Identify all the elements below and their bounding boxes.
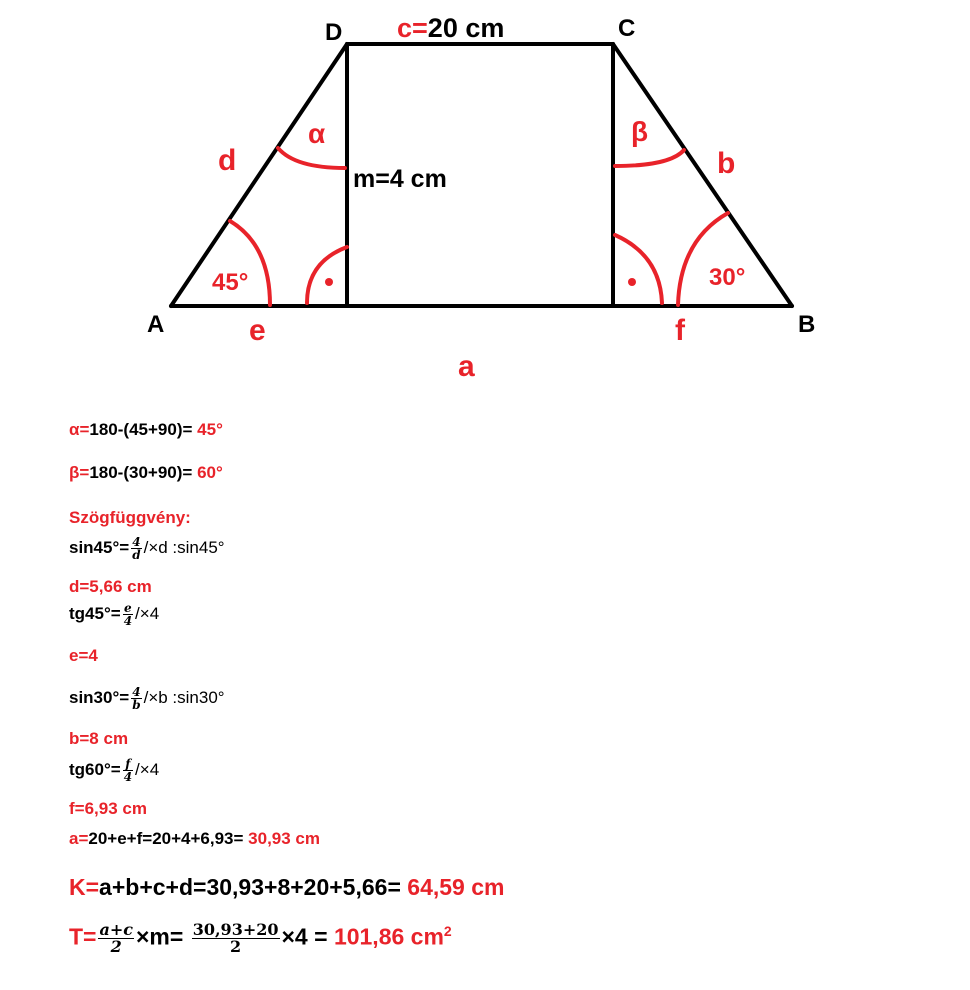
vertex-C: C bbox=[618, 15, 636, 42]
top-side-label: c=20 cm bbox=[397, 13, 505, 43]
d-result: d=5,66 cm bbox=[69, 577, 152, 596]
sin30-equation: sin30°= $\frac{4}{b}$ /×b :sin30° bbox=[69, 685, 225, 712]
b-result: b=8 cm bbox=[69, 729, 129, 748]
fraction-4-over-d: $\frac{4}{d}$ bbox=[132, 535, 141, 562]
side-b-label: b bbox=[717, 147, 736, 180]
fraction-4-over-b: $\frac{4}{b}$ bbox=[132, 685, 141, 712]
segment-f-label: f bbox=[675, 314, 685, 347]
height-label: m=4 cm bbox=[353, 165, 447, 193]
a-calc: a=20+e+f=20+4+6,93= 30,93 cm bbox=[69, 829, 321, 848]
angle-B-label: 30° bbox=[709, 264, 746, 291]
angle-alpha-label: α bbox=[308, 118, 326, 149]
side-d-label: d bbox=[218, 144, 237, 177]
vertex-D: D bbox=[325, 19, 343, 46]
perimeter-calc: K=a+b+c+d=30,93+8+20+5,66= 64,59 cm bbox=[69, 874, 505, 900]
vertex-A: A bbox=[147, 311, 165, 338]
arc-angle-B bbox=[678, 213, 728, 305]
fraction-a-plus-c-over-2: $\frac{a+c}{2}$ bbox=[99, 920, 133, 956]
side-b-right bbox=[613, 44, 792, 306]
tg60-equation: tg60°= $\frac{f}{4}$ /×4 bbox=[69, 757, 160, 784]
vertex-B: B bbox=[798, 311, 816, 338]
trapezoid-diagram bbox=[0, 0, 970, 400]
trig-heading: Szögfüggvény: bbox=[69, 508, 191, 527]
right-angle-dot-right bbox=[628, 278, 636, 286]
fraction-f-over-4: $\frac{f}{4}$ bbox=[123, 757, 133, 784]
area-calc: T= $\frac{a+c}{2}$ ×m= $\frac{30,93+20}{2}$ ×4 = 101,86 $cm^2$ bbox=[69, 920, 452, 956]
segment-e-label: e bbox=[249, 314, 266, 347]
sin45-equation: sin45°= $\frac{4}{d}$ /×d :sin45° bbox=[69, 535, 225, 562]
fraction-numeric-over-2: $\frac{30,93+20}{2}$ bbox=[192, 920, 279, 956]
e-result: e=4 bbox=[69, 646, 98, 665]
angle-arcs bbox=[230, 148, 728, 305]
tg45-equation: tg45°= $\frac{e}{4}$ /×4 bbox=[69, 601, 160, 628]
arc-beta bbox=[615, 150, 684, 166]
beta-calc: β=180-(30+90)= 60° bbox=[69, 463, 223, 482]
fraction-e-over-4: $\frac{e}{4}$ bbox=[123, 601, 133, 628]
angle-beta-label: β bbox=[631, 116, 649, 147]
alpha-calc: α=180-(45+90)= 45° bbox=[69, 420, 223, 439]
arc-right-angle-right bbox=[615, 235, 662, 303]
side-a-label: a bbox=[458, 350, 475, 383]
arc-alpha bbox=[278, 148, 345, 168]
f-result: f=6,93 cm bbox=[69, 799, 147, 818]
right-angle-dot-left bbox=[325, 278, 333, 286]
angle-A-label: 45° bbox=[212, 269, 249, 296]
arc-right-angle-left bbox=[307, 247, 347, 303]
